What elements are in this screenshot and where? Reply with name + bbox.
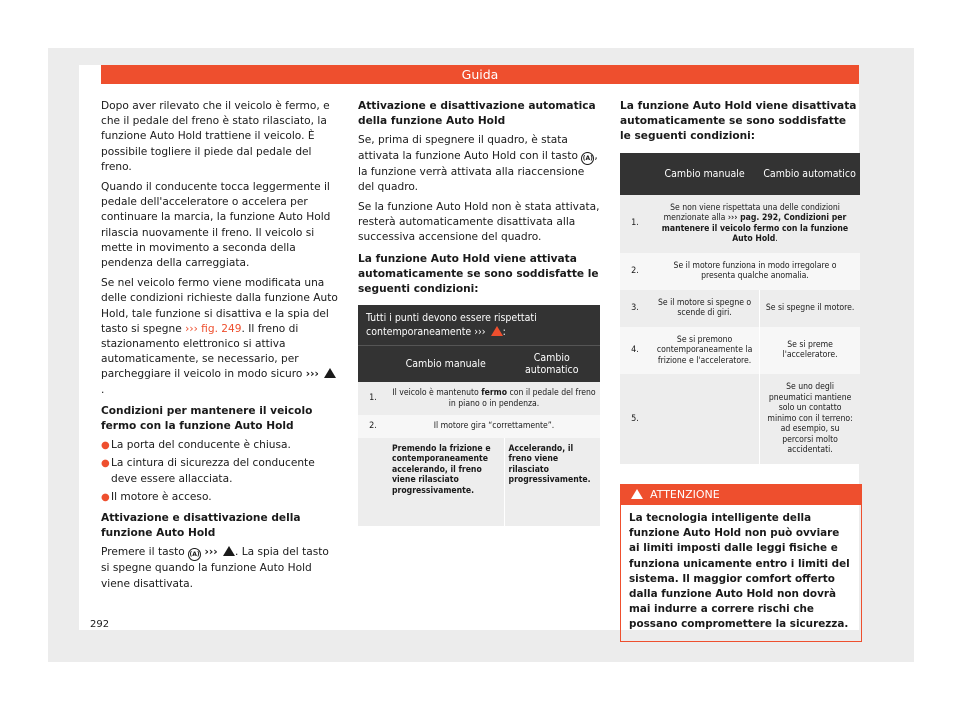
table-cell: Se si premono contemporaneamente la frizione e l'acceleratore.	[650, 327, 759, 375]
table-header-auto: Cambio automatico	[504, 345, 600, 382]
table-cell: Premendo la frizione e contemporaneamente accelerando, il freno viene rilasciato progressivamente.	[388, 438, 504, 526]
table-cell: Se si spegne il motore.	[759, 290, 860, 327]
table-cell: Il motore gira “correttamente”.	[388, 415, 600, 438]
table-caption: Tutti i punti devono essere rispettati contemporaneamente ››› :	[358, 305, 600, 345]
table-row: 4. Se si premono contemporaneamente la frizione e l'acceleratore. Se si preme l'acceleratore.	[620, 327, 860, 375]
section-heading: Attivazione e disattivazione della funzione Auto Hold	[101, 512, 301, 540]
table-header-auto: Cambio automatico	[759, 153, 860, 195]
auto-hold-icon: (A)	[581, 152, 594, 165]
activation-table	[358, 305, 600, 526]
table-row: 2. Il motore gira “correttamente”.	[358, 415, 600, 438]
page-number: 292	[90, 619, 110, 630]
table-cell: Il veicolo è mantenuto fermo con il pedale del freno in piano o in pendenza.	[388, 382, 600, 415]
table-header-manual: Cambio manuale	[388, 345, 504, 382]
table-header-blank	[620, 153, 650, 195]
paragraph: Se, prima di spegnere il quadro, è stata attivata la funzione Auto Hold con il tasto (A), la funzione verrà attivata alla riaccensione del quadro.	[358, 134, 598, 193]
figure-link[interactable]: ››› fig. 249	[185, 322, 242, 335]
section-heading: Attivazione e disattivazione automatica della funzione Auto Hold	[358, 100, 596, 128]
warning-box-header: ATTENZIONE	[621, 485, 861, 505]
table-row	[358, 438, 600, 526]
column-3	[620, 99, 860, 464]
table-row: 3. Se il motore si spegne o scende di giri. Se si spegne il motore.	[620, 290, 860, 327]
table-header-blank	[358, 345, 388, 382]
table-cell: Se il motore funziona in modo irregolare o presenta qualche anomalia.	[650, 253, 860, 290]
table-cell: Se il motore si spegne o scende di giri.	[650, 290, 759, 327]
paragraph: Se nel veicolo fermo viene modificata una delle condizioni richieste dalla funzione Auto Hold, tale funzione si disattiva e la spia del tasto si spegne ››› fig. 249. Il freno di stazionamento elettronico si attiva automaticamente, se necessario, per parcheggiare il veicolo in modo sicuro ››› .	[101, 277, 338, 396]
section-heading: La funzione Auto Hold viene attivata automaticamente se sono soddisfatte le seguenti condizioni:	[358, 252, 599, 296]
warning-link[interactable]: ›››	[204, 546, 218, 559]
table-cell: Se si preme l'acceleratore.	[759, 327, 860, 375]
auto-hold-icon: (A)	[188, 548, 201, 561]
warning-box-text: La tecnologia intelligente della funzione Auto Hold non può ovviare ai limiti imposti dalle leggi fisiche e funziona unicamente entro i limiti del sistema. Il maggior comfort offerto dalla funzione Auto Hold non dovrà mai indurre a correre rischi che possano compromettere la sicurezza.	[629, 512, 850, 631]
warning-triangle-icon	[223, 546, 235, 556]
paragraph: Quando il conducente tocca leggermente il pedale dell'acceleratore o accelera per continuare la marcia, la funzione Auto Hold rilascia nuovamente il freno. Il veicolo si mette in movimento a seconda della pendenza della carreggiata.	[101, 181, 331, 270]
column-1	[101, 99, 339, 597]
list-item: ● La porta del conducente è chiusa.	[101, 438, 339, 453]
table-row: 5. Se uno degli pneumatici mantiene solo un contatto minimo con il terreno: ad esempio, su percorsi molto accidentati.	[620, 374, 860, 464]
paragraph: Se la funzione Auto Hold non è stata attivata, resterà automaticamente disattivata alla successiva accensione del quadro.	[358, 201, 600, 244]
paragraph: Premere il tasto (A) ››› . La spia del tasto si spegne quando la funzione Auto Hold viene disattivata.	[101, 546, 329, 590]
warning-box	[620, 484, 862, 642]
warning-triangle-icon	[324, 368, 336, 378]
table-header-manual: Cambio manuale	[650, 153, 759, 195]
section-heading: La funzione Auto Hold viene disattivata automaticamente se sono soddisfatte le seguenti condizioni:	[620, 100, 857, 143]
table-row: 2. Se il motore funziona in modo irregolare o presenta qualche anomalia.	[620, 253, 860, 290]
warning-triangle-icon	[631, 489, 643, 499]
section-heading: Condizioni per mantenere il veicolo fermo con la funzione Auto Hold	[101, 404, 313, 433]
warning-link[interactable]: ›››	[305, 368, 319, 381]
bullet-icon: ●	[101, 440, 110, 452]
bullet-icon: ●	[101, 491, 110, 503]
table-cell: Accelerando, il freno viene rilasciato progressivamente.	[504, 438, 600, 526]
deactivation-table	[620, 153, 860, 464]
section-header: Guida	[101, 65, 859, 84]
table-cell: Se uno degli pneumatici mantiene solo un contatto minimo con il terreno: ad esempio, su percorsi molto accidentati.	[759, 374, 860, 464]
column-2	[358, 99, 600, 526]
table-cell	[650, 374, 759, 464]
list-item: ● La cintura di sicurezza del conducente deve essere allacciata.	[101, 456, 339, 486]
warning-triangle-icon	[491, 326, 503, 336]
bullet-icon: ●	[101, 458, 110, 470]
table-row: 1. Il veicolo è mantenuto fermo con il pedale del freno in piano o in pendenza.	[358, 382, 600, 415]
table-cell: Se non viene rispettata una delle condizioni menzionate alla ››› pag. 292, Condizioni per mantenere il veicolo fermo con la funzione Auto Hold.	[650, 195, 860, 253]
table-row: 1. Se non viene rispettata una delle condizioni menzionate alla ››› pag. 292, Condizioni per mantenere il veicolo fermo con la funzione Auto Hold.	[620, 195, 860, 253]
paragraph: Dopo aver rilevato che il veicolo è fermo, e che il pedale del freno è stato rilasciato, la funzione Auto Hold trattiene il veicolo. È possibile togliere il piede dal pedale del freno.	[101, 100, 330, 173]
list-item: ● Il motore è acceso.	[101, 490, 339, 505]
